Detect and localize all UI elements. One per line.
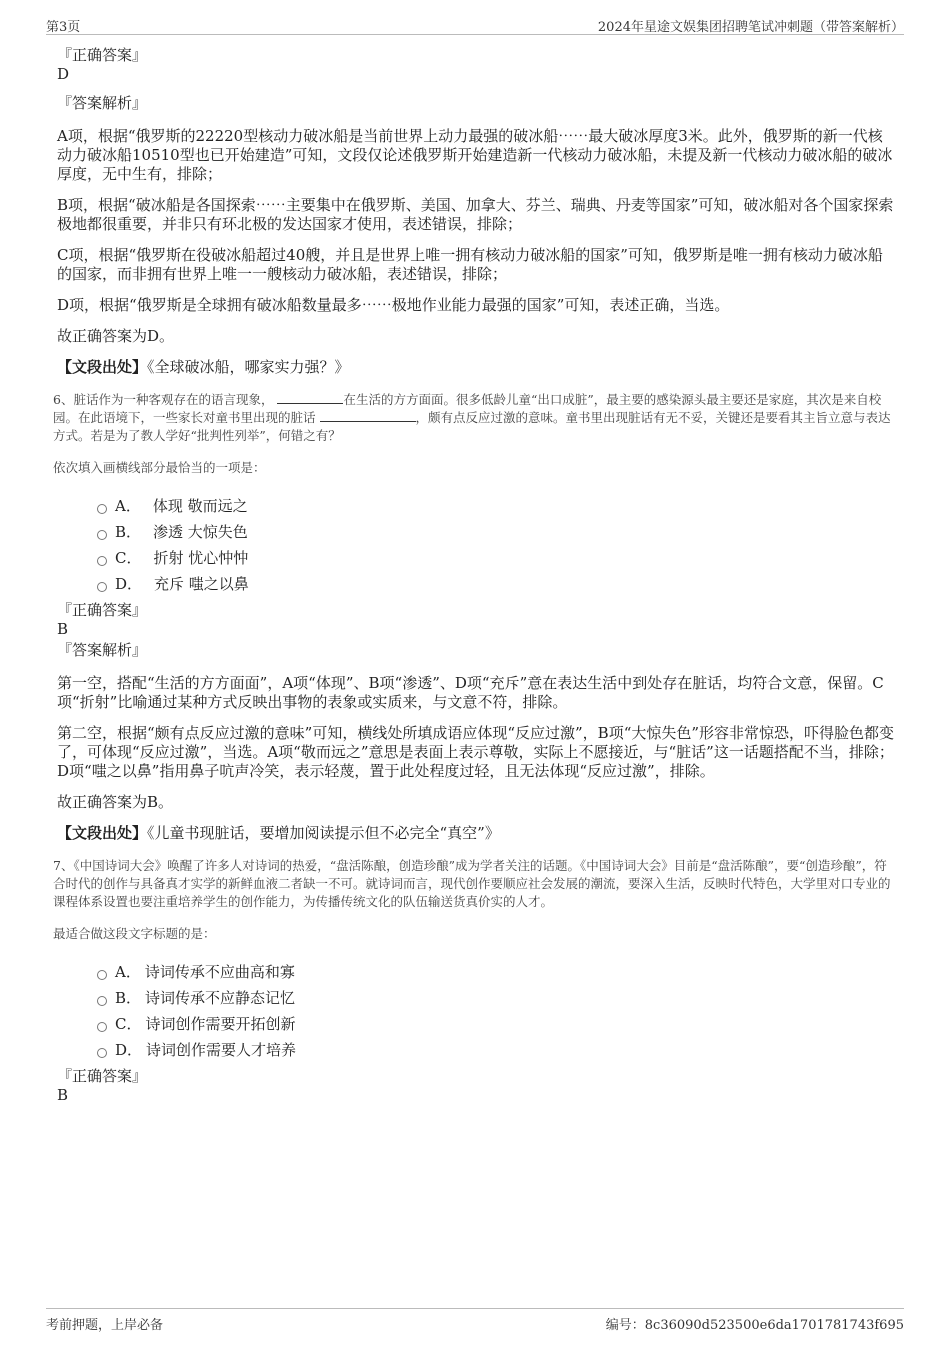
option-text: 体现 敬而远之 <box>152 497 248 515</box>
option-b[interactable] <box>97 523 895 542</box>
option-a[interactable] <box>97 497 895 516</box>
analysis-conclusion: 故正确答案为B。 <box>57 793 174 811</box>
document-title: 2024年星途文娱集团招聘笔试冲刺题（带答案解析） <box>597 20 904 35</box>
question-6-part-1: 6、脏话作为一种客观存在的语言现象， <box>53 392 274 407</box>
analysis-conclusion: 故正确答案为D。 <box>57 327 175 345</box>
correct-answer-value: D <box>57 65 70 83</box>
analysis-paragraph: A项，根据“俄罗斯的22220型核动力破冰船是当前世界上动力最强的破冰船⋯⋯最大破冰厚度3米。此外，俄罗斯的新一代核动力破冰船10510型也已开始建造”可知，文段仅论述俄罗斯开始建造新一代核动力破冰船，未提及新一代核动力破冰船的破冰厚度，无中生有，排除； <box>57 127 893 183</box>
correct-answer-value: B <box>57 1086 69 1104</box>
option-d[interactable] <box>97 1041 895 1060</box>
correct-answer-value: B <box>57 620 69 638</box>
correct-answer-label: 『正确答案』 <box>57 1067 148 1085</box>
question-6-part-3: ，颇有点反应过激的意味。童书里出现脏话有无不妥，关键还是要看其主旨立意与表达方式。若是为了教人学好“批判性列举”，何错之有？ <box>53 410 891 443</box>
radio-button-icon[interactable] <box>97 582 107 592</box>
question-6-text <box>53 391 895 445</box>
answer-blank-1 <box>277 391 343 404</box>
option-a[interactable] <box>97 963 895 982</box>
source-title: 《全球破冰船，哪家实力强？》 <box>147 358 350 376</box>
radio-button-icon[interactable] <box>97 1048 107 1058</box>
text-source <box>57 358 895 377</box>
source-label: 【文段出处】 <box>57 358 148 376</box>
radio-button-icon[interactable] <box>97 556 107 566</box>
radio-button-icon[interactable] <box>97 530 107 540</box>
option-key: C． <box>115 549 142 567</box>
option-key: B． <box>115 989 142 1007</box>
analysis-label: 『答案解析』 <box>57 641 148 659</box>
option-key: B． <box>115 523 142 541</box>
option-text: 诗词创作需要人才培养 <box>146 1041 297 1059</box>
answer-blank-2 <box>320 409 416 422</box>
analysis-paragraph: D项，根据“俄罗斯是全球拥有破冰船数量最多⋯⋯极地作业能力最强的国家”可知，表述正确，当选。 <box>57 296 730 314</box>
radio-button-icon[interactable] <box>97 970 107 980</box>
analysis-paragraph: 第一空，搭配“生活的方方面面”，A项“体现”、B项“渗透”、D项“充斥”意在表达生活中到处存在脏话，均符合文意，保留。C项“折射”比喻通过某种方式反映出事物的表象或实质来，与文意不符，排除。 <box>57 674 884 711</box>
option-c[interactable] <box>97 1015 895 1034</box>
source-label: 【文段出处】 <box>57 824 148 842</box>
analysis-paragraph: B项，根据“破冰船是各国探索⋯⋯主要集中在俄罗斯、美国、加拿大、芬兰、瑞典、丹麦等国家”可知，破冰船对各个国家探索极地都很重要，并非只有环北极的发达国家才使用，表述错误，排除； <box>57 196 894 233</box>
radio-button-icon[interactable] <box>97 1022 107 1032</box>
footer-slogan: 考前押题，上岸必备 <box>46 1318 164 1333</box>
source-title: 《儿童书现脏话，要增加阅读提示但不必完全“真空”》 <box>147 824 500 842</box>
option-key: A． <box>115 963 141 981</box>
option-d[interactable] <box>97 575 895 594</box>
option-key: C． <box>115 1015 142 1033</box>
question-6-part-2: 在生活的方方面面。很多低龄儿童“出口成脏”，最主要的感染源头最主要还是家庭，其次是来自校园。在此语境下，一些家长对童书里出现的脏话 <box>53 392 882 425</box>
question-7-options <box>97 963 895 1060</box>
option-key: A． <box>115 497 141 515</box>
option-text: 诗词创作需要开拓创新 <box>145 1015 296 1033</box>
analysis-paragraph: C项，根据“俄罗斯在役破冰船超过40艘，并且是世界上唯一拥有核动力破冰船的国家”可知，俄罗斯是唯一拥有核动力破冰船的国家，而非拥有世界上唯一一艘核动力破冰船，表述错误，排除； <box>57 246 883 283</box>
page-content <box>53 46 895 1115</box>
option-key: D． <box>115 1041 143 1059</box>
option-text: 诗词传承不应静态记忆 <box>145 989 296 1007</box>
page-footer <box>46 1308 904 1333</box>
correct-answer-label: 『正确答案』 <box>57 46 148 64</box>
option-text: 充斥 嗤之以鼻 <box>154 575 249 593</box>
page-number: 第3页 <box>46 20 81 35</box>
option-c[interactable] <box>97 549 895 568</box>
question-6-options <box>97 497 895 594</box>
correct-answer-label: 『正确答案』 <box>57 601 148 619</box>
text-source <box>57 824 895 843</box>
option-text: 诗词传承不应曲高和寡 <box>144 963 295 981</box>
radio-button-icon[interactable] <box>97 996 107 1006</box>
analysis-paragraph: 第二空，根据“颇有点反应过激的意味”可知，横线处所填成语应体现“反应过激”，B项“大惊失色”形容非常惊恐，吓得脸色都变了，可体现“反应过激”，当选。A项“敬而远之”意思是表面上表示尊敬，实际上不愿接近，与“脏话”这一话题搭配不当，排除；D项“嗤之以鼻”指用鼻子吭声冷笑，表示轻蔑，置于此处程度过轻，且无法体现“反应过激”，排除。 <box>57 724 895 780</box>
question-7-instruction: 最适合做这段文字标题的是： <box>53 926 216 941</box>
document-id: 编号：8c36090d523500e6da1701781743f695 <box>605 1318 904 1333</box>
option-text: 渗透 大惊失色 <box>153 523 248 541</box>
question-6-instruction: 依次填入画横线部分最恰当的一项是： <box>53 460 266 475</box>
question-7-text: 7、《中国诗词大会》唤醒了许多人对诗词的热爱，“盘活陈酿，创造珍酿”成为学者关注的话题。《中国诗词大会》目前是“盘活陈酿”，要“创造珍酿”，符合时代的创作与具备真才实学的新鲜血液二者缺一不可。就诗词而言，现代创作要顺应社会发展的潮流，要深入生活，反映时代特色，大学里对口专业的课程体系设置也要注重培养学生的创作能力，为传播传统文化的队伍输送货真价实的人才。 <box>53 858 891 909</box>
analysis-label: 『答案解析』 <box>57 94 148 112</box>
option-key: D． <box>115 575 143 593</box>
option-b[interactable] <box>97 989 895 1008</box>
page-header <box>46 14 904 35</box>
option-text: 折射 忧心忡忡 <box>153 549 249 567</box>
radio-button-icon[interactable] <box>97 504 107 514</box>
